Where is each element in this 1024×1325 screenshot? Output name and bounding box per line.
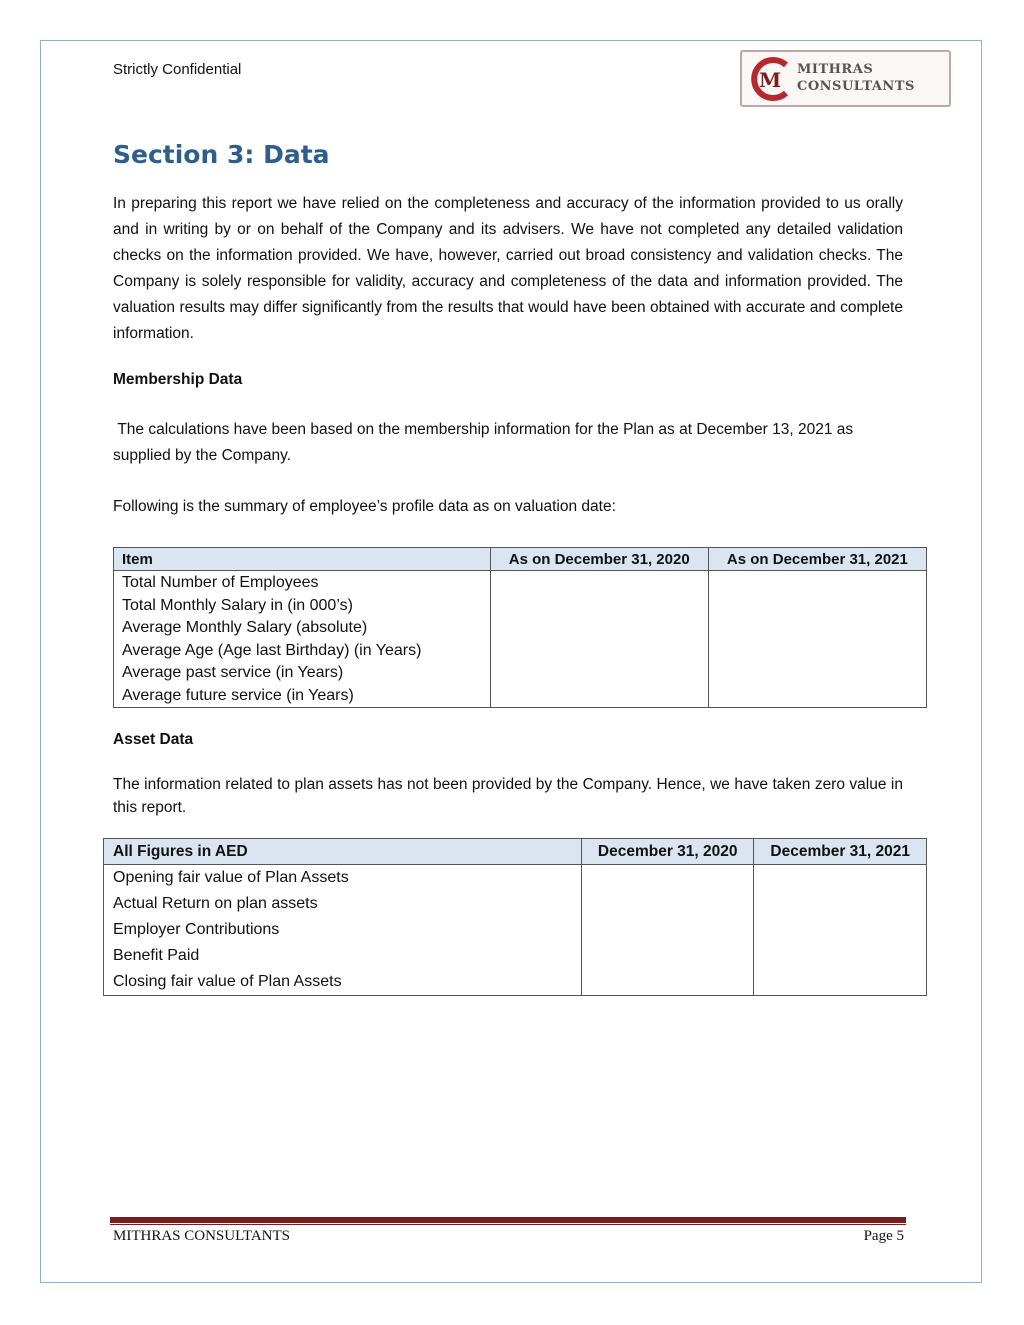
- membership-paragraph: The calculations have been based on the membership information for the Plan as at December 13, 2021 as supplied by the Company.: [113, 421, 858, 464]
- following-paragraph: Following is the summary of employee’s profile data as on valuation date:: [113, 498, 616, 515]
- list-item: Closing fair value of Plan Assets: [113, 973, 342, 990]
- value-cell-2020: [490, 571, 708, 708]
- table-header-row: [104, 839, 927, 865]
- item-cell: [104, 865, 582, 996]
- list-item: Total Monthly Salary in (in 000’s): [122, 596, 353, 614]
- column-header-2020: As on December 31, 2020: [490, 548, 708, 571]
- list-item: Average past service (in Years): [122, 664, 344, 681]
- column-header-item: Item: [114, 548, 491, 571]
- asset-heading: Asset Data: [113, 731, 194, 748]
- section-title: Section 3: Data: [113, 140, 330, 169]
- asset-table: [103, 838, 927, 996]
- table-header-row: [114, 548, 927, 571]
- intro-paragraph: In preparing this report we have relied on the completeness and accuracy of the information provided to us orally and in writing by or on behalf of the Company and its advisers. We have not completed any detailed validation checks on the information provided. We have, however, carried out broad consistency and validation checks. The Company is solely responsible for validity, accuracy and completeness of the data and information provided. The valuation results may differ significantly from the results that would have been obtained with accurate and complete information.: [113, 195, 903, 342]
- svg-text:M: M: [759, 68, 782, 92]
- footer-rule-thin: [110, 1224, 906, 1225]
- list-item: Average Monthly Salary (absolute): [122, 619, 368, 636]
- list-item: Total Number of Employees: [122, 574, 319, 591]
- membership-heading: Membership Data: [113, 371, 243, 388]
- company-logo: [740, 50, 951, 107]
- list-item: Average future service (in Years): [122, 686, 354, 704]
- logo-mark-icon: [746, 56, 794, 102]
- column-header-2021: December 31, 2021: [754, 839, 927, 865]
- item-cell: [114, 571, 491, 708]
- confidential-label: Strictly Confidential: [113, 61, 242, 78]
- column-header-2020: December 31, 2020: [581, 839, 754, 865]
- list-item: Actual Return on plan assets: [113, 895, 318, 912]
- column-header-2021: As on December 31, 2021: [708, 548, 926, 571]
- value-cell-2021: [754, 865, 927, 996]
- footer-company: MITHRAS CONSULTANTS: [113, 1228, 291, 1244]
- value-cell-2020: [581, 865, 754, 996]
- list-item: Employer Contributions: [113, 921, 280, 938]
- asset-paragraph: The information related to plan assets has not been provided by the Company. Hence, we have taken zero value in this report.: [113, 776, 903, 816]
- value-cell-2021: [708, 571, 926, 708]
- table-row: [104, 865, 927, 996]
- page-number: Page 5: [863, 1228, 904, 1244]
- logo-text-line2: CONSULTANTS: [797, 79, 915, 94]
- footer-rule: [110, 1217, 906, 1223]
- logo-text-line1: MITHRAS: [797, 62, 874, 77]
- column-header-figures: All Figures in AED: [104, 839, 582, 865]
- employee-profile-table: [113, 547, 927, 708]
- list-item: Average Age (Age last Birthday) (in Years): [122, 641, 422, 659]
- list-item: Opening fair value of Plan Assets: [113, 869, 349, 886]
- list-item: Benefit Paid: [113, 947, 200, 964]
- table-row: [114, 571, 927, 708]
